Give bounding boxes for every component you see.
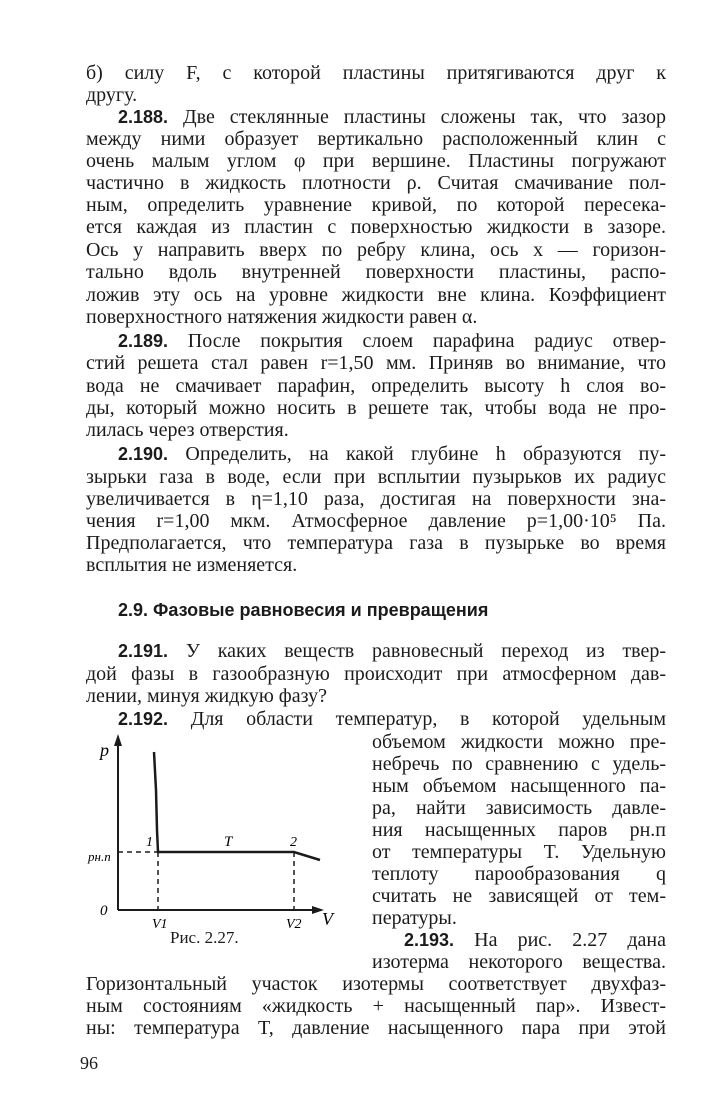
text-line: от температуры T. Удельную xyxy=(372,841,666,863)
text-line: лении, минуя жидкую фазу? xyxy=(86,685,327,707)
text-line: частично в жидкость плотности ρ. Считая смачивание пол- xyxy=(86,172,666,194)
text-line: Горизонтальный участок изотермы соответствует двухфаз- xyxy=(86,973,666,995)
text-line: чения r=1,00 мкм. Атмосферное давление p=1,00·10⁵ Па. xyxy=(86,510,666,532)
text-line: ны: температура T, давление насыщенного пара при этой xyxy=(86,1017,666,1039)
problem-2-193-first-line: 2.193. На рис. 2.27 дана xyxy=(404,929,666,951)
text-line: небречь по сравнению с удель- xyxy=(372,753,666,775)
problem-2-189-first-line: 2.189. После покрытия слоем парафина радиус отвер- xyxy=(118,330,667,352)
text-line: дой фазы в газообразную происходит при атмосферном дав- xyxy=(86,663,666,685)
text-line: ния насыщенных паров pн.п xyxy=(372,819,666,841)
text-line: другу. xyxy=(86,84,138,106)
text-line: вода не смачивает парафин, определить высоту h слоя во- xyxy=(86,375,666,397)
text-line: очень малым углом φ при вершине. Пластины погружают xyxy=(86,150,666,172)
text-line: лилась через отверстия. xyxy=(86,419,289,441)
origin-label: 0 xyxy=(100,903,108,919)
isotherm-figure xyxy=(86,730,356,955)
problem-2-188-first-line: 2.188. Две стеклянные пластины сложены так, что зазор xyxy=(118,106,667,128)
text-line: ным состояниям «жидкость + насыщенный пар». Извест- xyxy=(86,995,666,1017)
problem-number: 2.190. xyxy=(118,444,169,464)
problem-2-191-first-line: 2.191. У каких веществ равновесный переход из твер- xyxy=(118,640,666,662)
text-line: всплытия не изменяется. xyxy=(86,554,298,576)
point-1-label: 1 xyxy=(146,835,153,850)
text-line: б) силу F, с которой пластины притягиваются друг к xyxy=(86,62,666,84)
text-line: тально вдоль внутренней поверхности пластины, распо- xyxy=(86,261,666,283)
problem-number: 2.189. xyxy=(118,331,169,351)
temperature-label: T xyxy=(224,834,233,850)
text-line: ложив эту ось на уровне жидкости вне клина. Коэффициент xyxy=(86,284,666,306)
text-line: между ними образует вертикально расположенный клин с xyxy=(86,128,666,150)
page-number: 96 xyxy=(80,1053,98,1073)
problem-number: 2.193. xyxy=(404,930,455,950)
point-2-label: 2 xyxy=(290,835,297,850)
text-line: ным объемом насыщенного па- xyxy=(372,775,666,797)
text-line: поверхностного натяжения жидкости равен α. xyxy=(86,306,478,328)
text-line: Ось y направить вверх по ребру клина, ось x — горизон- xyxy=(86,239,666,261)
problem-2-190-first-line: 2.190. Определить, на какой глубине h образуются пу- xyxy=(118,443,667,465)
text-line: считать не зависящей от тем- xyxy=(372,885,666,907)
text-line: зырьки газа в воде, если при всплытии пузырьков их радиус xyxy=(86,466,666,488)
figure-caption: Рис. 2.27. xyxy=(170,928,239,947)
v1-label: V1 xyxy=(152,917,168,932)
v-axis-label: V xyxy=(322,909,333,929)
text-line: стий решета стал равен r=1,50 мм. Приняв во внимание, что xyxy=(86,352,666,374)
p-axis-label: p xyxy=(100,740,109,760)
text-line: ется каждая из пластин с поверхностью жидкости в зазоре. xyxy=(86,216,666,238)
p-axis-arrow xyxy=(114,734,122,746)
text-line: увеличивается в η=1,10 раза, достигая на поверхности зна- xyxy=(86,488,666,510)
problem-number: 2.192. xyxy=(118,709,169,729)
text-line: Предполагается, что температура газа в пузырьке во время xyxy=(86,532,666,554)
text-line: теплоту парообразования q xyxy=(372,863,666,885)
text-line: объемом жидкости можно пре- xyxy=(372,731,666,753)
problem-number: 2.188. xyxy=(118,107,169,127)
section-heading: 2.9. Фазовые равновесия и превращения xyxy=(118,600,489,620)
problem-number: 2.191. xyxy=(118,641,169,661)
problem-2-192-first-line: 2.192. Для области температур, в которой удельным xyxy=(118,708,666,730)
text-line: изотерма некоторого вещества. xyxy=(372,951,666,973)
text-line: пературы. xyxy=(372,907,457,929)
text-line: ра, найти зависимость давле- xyxy=(372,797,666,819)
psat-label: pн.п xyxy=(88,849,111,864)
text-line: ным, определить уравнение кривой, по которой пересека- xyxy=(86,194,666,216)
v2-label: V2 xyxy=(286,917,302,932)
text-line: ды, который можно носить в решете так, чтобы вода не про- xyxy=(86,397,666,419)
